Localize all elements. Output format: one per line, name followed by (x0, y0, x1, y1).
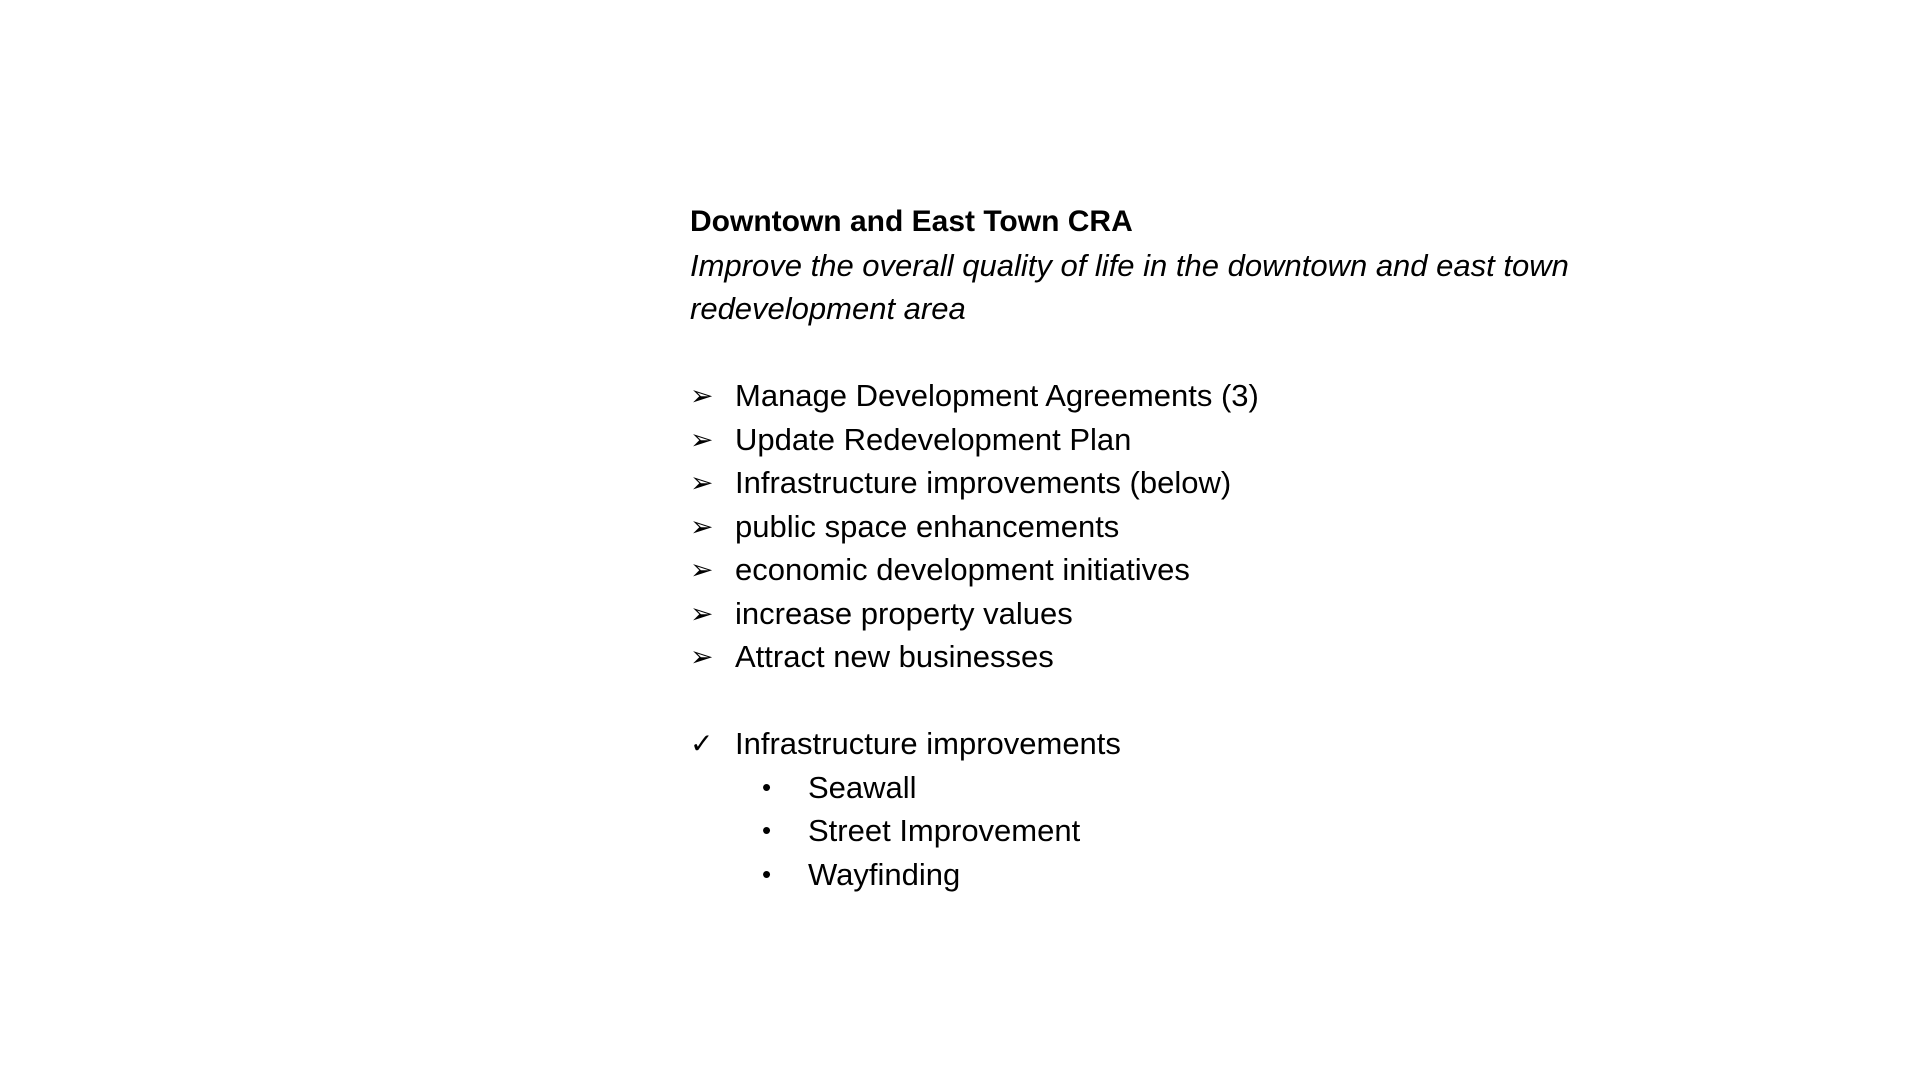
list-item (690, 418, 1850, 462)
check-item-label: Infrastructure improvements (735, 726, 1121, 761)
list-item (690, 592, 1850, 636)
list-item-label: Attract new businesses (735, 639, 1054, 674)
arrow-bullet-icon: ➢ (690, 641, 714, 672)
list-item (690, 548, 1850, 592)
list-item-label: increase property values (735, 595, 1073, 631)
sub-list-item-label: Seawall (808, 769, 917, 805)
slide-subtitle-line-2: redevelopment area (690, 291, 966, 326)
spacer (690, 331, 1850, 375)
checkmark-icon: ✓ (690, 728, 714, 759)
list-item-label: Update Redevelopment Plan (735, 421, 1132, 457)
sub-list-item-label: Wayfinding (808, 856, 961, 892)
sub-list-item (690, 766, 1850, 810)
sub-list-item-label: Street Improvement (808, 813, 1081, 848)
list-item (690, 505, 1850, 549)
list-item (690, 461, 1850, 505)
bullet-dot-icon: • (762, 771, 772, 802)
list-item-label: public space enhancements (735, 508, 1120, 544)
arrow-bullet-icon: ➢ (690, 510, 714, 542)
list-item-label: economic development initiatives (735, 552, 1190, 587)
arrow-bullet-icon: ➢ (690, 423, 714, 455)
slide-subtitle-line-1: Improve the overall quality of life in the downtown and east town (690, 247, 1569, 283)
sub-list-item (690, 853, 1850, 897)
bullet-dot-icon: • (762, 858, 772, 889)
sub-list-item (690, 809, 1850, 853)
spacer (690, 679, 1850, 723)
arrow-bullet-icon: ➢ (690, 467, 714, 498)
arrow-bullet-icon: ➢ (690, 597, 714, 629)
list-item (690, 374, 1850, 418)
arrow-bullet-icon: ➢ (690, 554, 714, 585)
list-item-label: Manage Development Agreements (3) (735, 378, 1259, 413)
slide-content (690, 200, 1850, 896)
list-item (690, 635, 1850, 679)
bullet-dot-icon: • (762, 815, 772, 845)
slide-title: Downtown and East Town CRA (690, 205, 1133, 238)
check-item (690, 722, 1850, 766)
arrow-bullet-icon: ➢ (690, 380, 714, 411)
list-item-label: Infrastructure improvements (below) (735, 465, 1232, 500)
